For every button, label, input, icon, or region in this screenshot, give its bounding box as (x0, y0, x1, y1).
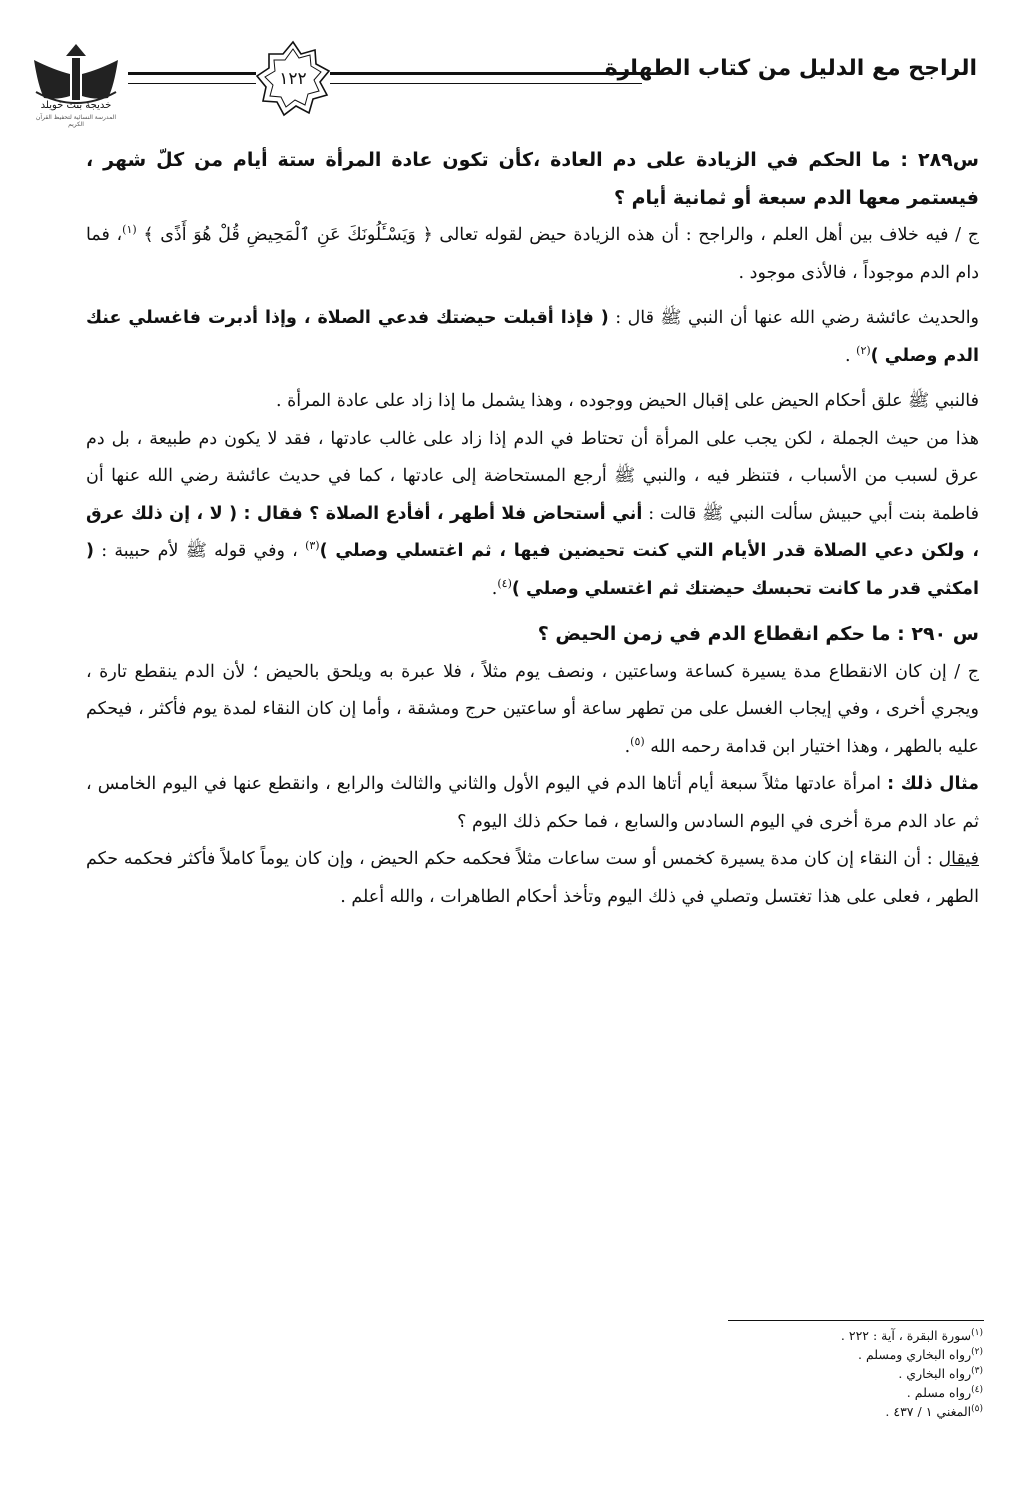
answer-text: ، وفي قوله ﷺ لأم حبيبة : (94, 541, 306, 561)
footnote-item (663, 1383, 983, 1402)
answer-text: : أن النقاء إن كان مدة يسيرة كخمس أو ست ساعات مثلاً فحكمه حكم الحيض ، وإن كان يوماً كاملاً فأكثر فحكمه حكم الطهر ، فعلى على هذا تغتسل وتصلي في ذلك اليوم وتأخذ أحكام الطاهرات ، والله أعلم . (86, 849, 979, 907)
footnote-text: رواه البخاري ومسلم . (858, 1347, 972, 1362)
answer-text: . (624, 736, 631, 757)
example-answer-paragraph (86, 841, 979, 916)
answer-290-paragraph-1 (86, 654, 979, 767)
footnote-item (663, 1402, 983, 1421)
footnote-ref-2: (٢) (856, 343, 871, 357)
hadith-quote: ( فإذا أقبلت حيضتك فدعي الصلاة ، وإذا أدبرت فاغسلي عنك الدم وصلي ) (86, 308, 979, 366)
footnote-number: (٢) (971, 1346, 983, 1357)
footnote-item (663, 1345, 983, 1364)
footnote-ref-5: (٥) (630, 734, 645, 748)
header-rule-right (330, 72, 642, 84)
footnotes (663, 1326, 983, 1421)
footnote-number: (٣) (971, 1365, 983, 1376)
question-289-heading: س٢٨٩ : ما الحكم في الزيادة على دم العادة ،كأن تكون عادة المرأة ستة أيام من كلّ شهر ، فيستمر معها الدم سبعة أو ثمانية أيام ؟ (86, 149, 979, 209)
example-paragraph (86, 766, 979, 841)
example-text: امرأة عادتها مثلاً سبعة أيام أتاها الدم في اليوم الأول والثاني والثالث والرابع ، وانقطع عنها في اليوم الخامس ، ثم عاد الدم مرة أخرى في اليوم السادس والسابع ، فما حكم ذلك اليوم ؟ (86, 774, 979, 832)
answer-289-paragraph-4 (86, 421, 979, 609)
footnote-number: (١) (971, 1327, 983, 1338)
footnote-item (663, 1326, 983, 1345)
footnote-ref-3: (٣) (305, 539, 320, 553)
answer-289-paragraph-3: فالنبي ﷺ علق أحكام الحيض على إقبال الحيض ووجوده ، وهذا يشمل ما إذا زاد على عادة المرأة . (276, 391, 979, 411)
answer-text: ج / إن كان الانقطاع مدة يسيرة كساعة وساعتين ، ونصف يوم مثلاً ، فلا عبرة به ويلحق بالحيض ؛ لأن الدم ينقطع تارة ، ويجري أخرى ، وفي إيجاب الغسل على من تطهر ساعة أو ساعتين حرج ومشقة ، وأما إن كان النقاء لمدة يوم فأكثر ، فيحكم عليه بالطهر ، وهذا اختيار ابن قدامة رحمه الله (86, 661, 979, 757)
answer-289-paragraph-2 (86, 300, 979, 375)
answer-text: . (845, 345, 857, 366)
page-number: ١٢٢ (279, 69, 307, 89)
book-title: الراجح مع الدليل من كتاب الطهارة (604, 56, 977, 81)
answer-text: . (491, 578, 498, 599)
answer-text: ، فما دام الدم موجوداً ، فالأذى موجود . (86, 225, 979, 283)
question-290-heading: س ٢٩٠ : ما حكم انقطاع الدم في زمن الحيض ؟ (537, 623, 979, 645)
logo-text: خديجة بنت خويلد (40, 100, 112, 111)
answer-text: والحديث عائشة رضي الله عنها أن النبي ﷺ قال : (608, 308, 980, 328)
example-label: مثال ذلك : (887, 774, 979, 794)
footnote-number: (٥) (971, 1403, 983, 1414)
answer-text: ج / فيه خلاف بين أهل العلم ، والراجح : أن هذه الزيادة حيض لقوله تعالى ﴿ وَيَسْـَٔلُونَكَ عَنِ ٱلْمَحِيضِ قُلْ هُوَ أَذًى ﴾ (136, 225, 980, 245)
answer-label: فيقال (938, 849, 979, 869)
footnote-text: المغني ١ / ٤٣٧ . (885, 1404, 972, 1419)
footnote-text: رواه البخاري . (898, 1366, 972, 1381)
footnote-ref-1: (١) (122, 223, 137, 237)
hadith-quote: ( امكثي قدر ما كانت تحبسك حيضتك ثم اغتسلي وصلي ) (86, 541, 979, 599)
answer-text: هذا من حيث الجملة ، لكن يجب على المرأة أن تحتاط في الدم إذا زاد على غالب عادتها ، فقد لا يكون دم طبيعة ، بل دم عرق لسبب من الأسباب ، فتنظر فيه ، والنبي ﷺ أرجع المستحاضة إلى عادتها ، كما في حديث عائشة رضي الله عنها أن فاطمة بنت أبي حبيش سألت النبي ﷺ قالت : (86, 428, 979, 524)
footnote-ref-4: (٤) (497, 576, 512, 590)
main-text (86, 142, 979, 916)
page-header (0, 0, 1015, 130)
footnote-item (663, 1364, 983, 1383)
footnote-divider (728, 1320, 984, 1321)
footnote-text: سورة البقرة ، آية : ٢٢٢ . (840, 1328, 972, 1343)
page-number-badge (254, 40, 332, 118)
footnote-text: رواه مسلم . (906, 1385, 972, 1400)
footnote-number: (٤) (971, 1384, 983, 1395)
answer-289-paragraph-1 (86, 217, 979, 292)
hadith-quote: أني أستحاض فلا أطهر ، أفأدع الصلاة ؟ فقال : ( لا ، إن ذلك عرق ، ولكن دعي الصلاة قدر الأيام التي كنت تحيضين فيها ، ثم اغتسلي وصلي ) (86, 503, 979, 561)
logo-subtext: المدرسة النسائية لتحفيظ القرآن الكريم (35, 114, 117, 128)
header-rule-left (128, 72, 256, 84)
